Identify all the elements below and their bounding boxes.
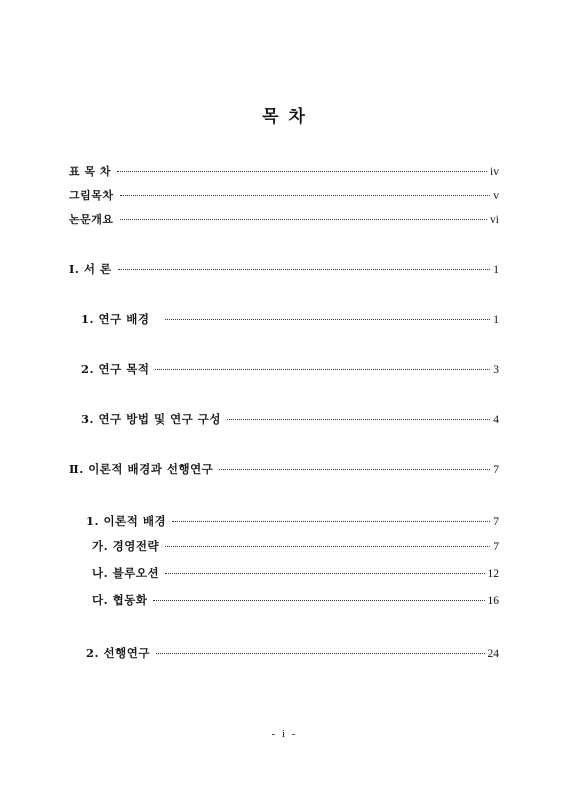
toc-entry-label: 1. 연구 배경 [81, 312, 150, 326]
toc-entry-page: 16 [487, 595, 499, 607]
toc-entry-label: 2. 연구 목적 [81, 362, 150, 376]
toc-entry-label: Ⅰ. 서 론 [69, 262, 112, 276]
toc-entry-subsection-2-1-a[interactable] [92, 538, 499, 555]
toc-leader-dots [227, 419, 490, 420]
toc-entry-label: 그림목차 [69, 189, 114, 202]
toc-entry-section-2-1[interactable] [86, 513, 499, 530]
toc-entry-label: 논문개요 [69, 213, 114, 226]
toc-leader-dots [153, 600, 484, 601]
toc-entry-page: 7 [493, 464, 499, 476]
toc-entry-figure-list[interactable] [69, 188, 499, 204]
toc-entry-label: 1. 이론적 배경 [86, 514, 167, 528]
toc-leader-dots [165, 573, 484, 574]
toc-entry-page: iv [490, 166, 499, 178]
toc-entry-label: 가. 경영전략 [92, 539, 160, 553]
toc-entry-page: 1 [493, 314, 499, 326]
toc-entry-chapter-2[interactable] [69, 461, 499, 478]
toc-leader-dots [219, 469, 490, 470]
toc-entry-section-2-2[interactable] [86, 645, 499, 662]
toc-entry-section-1-3[interactable] [81, 411, 499, 428]
toc-entry-page: 7 [493, 541, 499, 553]
toc-entry-table-list[interactable] [69, 164, 499, 180]
toc-entry-section-1-1[interactable] [81, 311, 499, 328]
toc-entry-subsection-2-1-b[interactable] [92, 565, 499, 582]
toc-entry-section-1-2[interactable] [81, 361, 499, 378]
toc-entry-page: 24 [487, 648, 499, 660]
toc-entry-label: 표 목 차 [69, 165, 112, 178]
toc-entry-label: 나. 블루오션 [92, 566, 160, 580]
toc-leader-dots [120, 195, 491, 196]
toc-entry-page: vi [490, 214, 499, 226]
toc-entry-label: 2. 선행연구 [86, 646, 150, 660]
toc-entry-abstract[interactable] [69, 212, 499, 228]
toc-entry-chapter-1[interactable] [69, 261, 499, 278]
toc-leader-dots [156, 653, 485, 654]
toc-entry-label: Ⅱ. 이론적 배경과 선행연구 [69, 462, 214, 476]
page-title: 목 차 [262, 107, 307, 127]
toc-entry-page: 7 [493, 516, 499, 528]
toc-entry-page: 12 [487, 568, 499, 580]
page-number-footer: - i - [271, 728, 298, 740]
toc-leader-dots [118, 269, 491, 270]
toc-entry-page: 3 [493, 364, 499, 376]
toc-leader-dots [120, 219, 488, 220]
toc-leader-dots [165, 319, 490, 320]
toc-entry-label: 다. 협동화 [92, 593, 148, 607]
toc-entry-label: 3. 연구 방법 및 연구 구성 [81, 412, 222, 426]
toc-leader-dots [165, 546, 490, 547]
toc-leader-dots [155, 369, 490, 370]
toc-entry-subsection-2-1-c[interactable] [92, 592, 499, 609]
toc-entry-page: v [493, 190, 499, 202]
toc-entry-page: 4 [493, 414, 499, 426]
toc-leader-dots [117, 171, 487, 172]
toc-leader-dots [172, 521, 490, 522]
toc-entry-page: 1 [493, 264, 499, 276]
